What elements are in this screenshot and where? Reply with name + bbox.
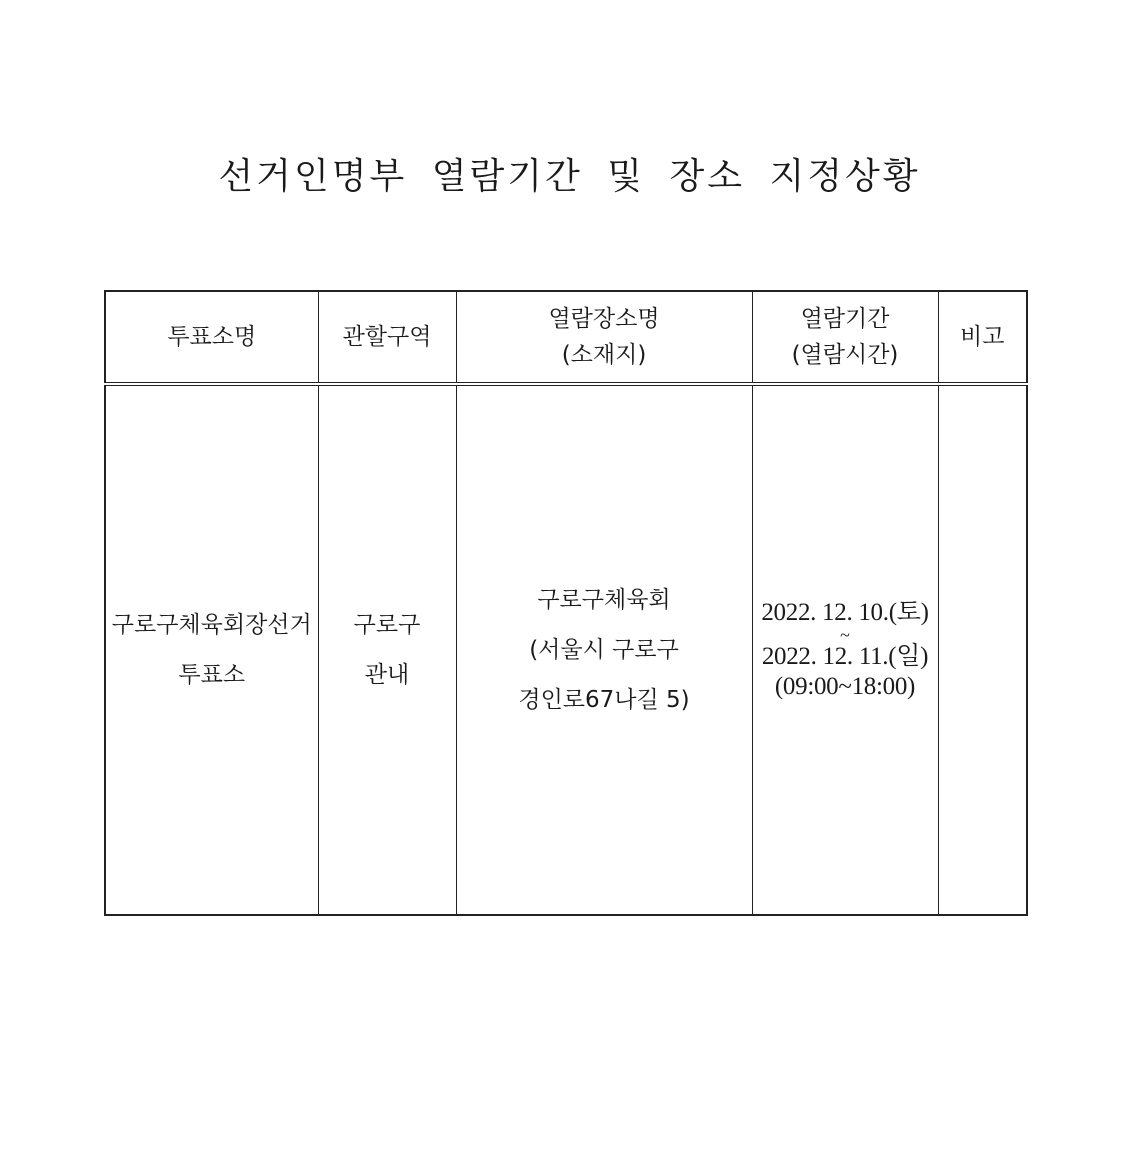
- table-row: [105, 384, 1027, 915]
- designation-table: [104, 290, 1028, 916]
- header-polling-station: 투표소명: [105, 291, 318, 384]
- cell-jurisdiction: 구로구 관내: [318, 384, 456, 915]
- period-separator: ~: [840, 625, 850, 645]
- period-hours: (09:00~18:00): [774, 673, 916, 700]
- period-end: 2022. 12. 11.(일): [761, 643, 929, 670]
- period-start: 2022. 12. 10.(토): [761, 599, 929, 626]
- header-period: 열람기간 (열람시간): [752, 291, 938, 384]
- table-header-row: [105, 291, 1027, 384]
- header-jurisdiction: 관할구역: [318, 291, 456, 384]
- page-title: 선거인명부 열람기간 및 장소 지정상황: [218, 156, 921, 197]
- cell-place: 구로구체육회 (서울시 구로구 경인로67나길 5): [456, 384, 752, 915]
- header-remarks: 비고: [938, 291, 1027, 384]
- header-place: 열람장소명 (소재지): [456, 291, 752, 384]
- cell-remarks: [938, 384, 1027, 915]
- cell-period: [752, 384, 938, 915]
- cell-polling-station: 구로구체육회장선거 투표소: [105, 384, 318, 915]
